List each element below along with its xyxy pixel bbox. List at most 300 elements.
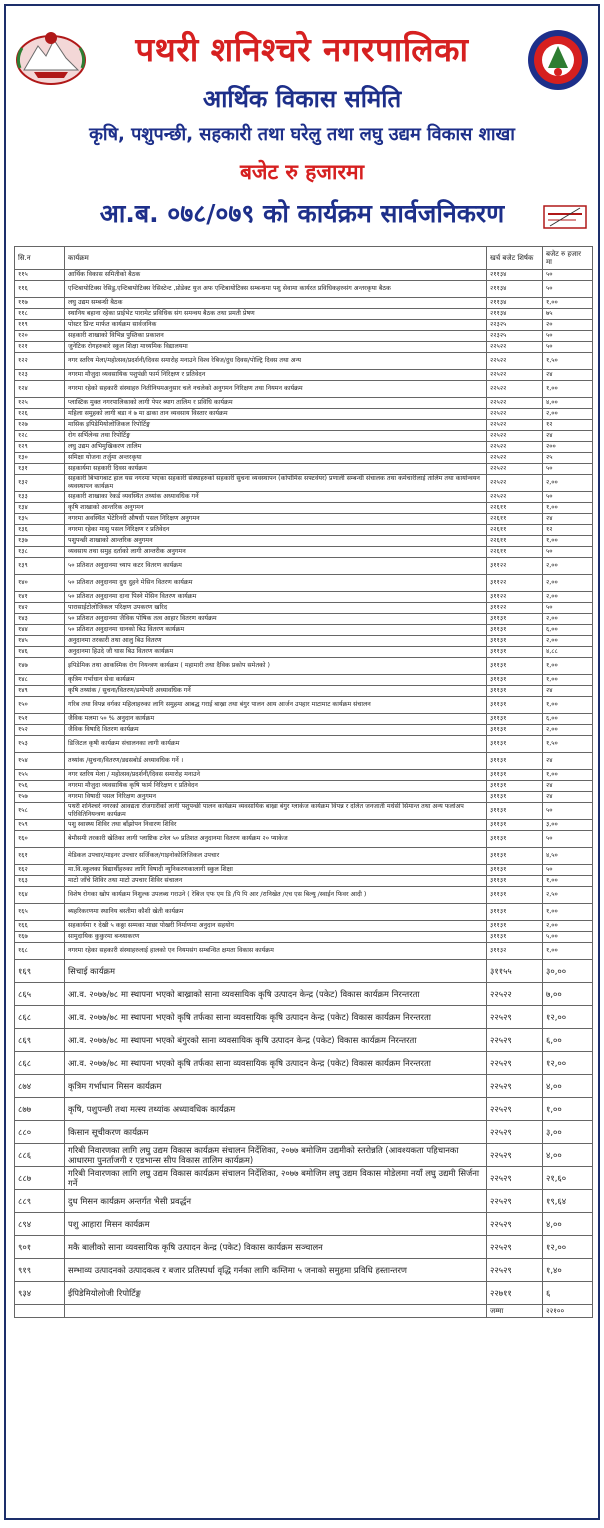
cell-code: २११३४ xyxy=(487,309,543,320)
cell-budget: २,०० xyxy=(543,409,593,420)
cell-budget: ४,०० xyxy=(543,1075,593,1098)
cell-code: ३११३१ xyxy=(487,887,543,904)
cell-program: कृषि तथ्यांक / सुचना/वितरण/डम्पेभरी अध्यावधिक गर्ने xyxy=(65,686,487,697)
cell-sn: १३६ xyxy=(15,525,65,536)
cell-budget: १,०० xyxy=(543,675,593,686)
cell-budget: २१,६० xyxy=(543,1167,593,1190)
cell-program: लघु उद्यम सम्बन्धी बैठक xyxy=(65,298,487,309)
cell-program: पोस्टर प्रिन्ट मार्फत कार्यक्रम सार्वजनिक xyxy=(65,320,487,331)
cell-program: ५० प्रतिशत अनुदानमा जैविक पोषिक तत्व आहार वितरण कार्यक्रम xyxy=(65,614,487,625)
cell-budget: २५ xyxy=(543,453,593,464)
cell-budget: ४,०० xyxy=(543,1144,593,1167)
cell-budget: २० xyxy=(543,320,593,331)
cell-program: कृत्रिम गर्भाधान सेवा कार्यक्रम xyxy=(65,675,487,686)
cell-code: ३११२२ xyxy=(487,558,543,575)
cell-code: २२५२९ xyxy=(487,1098,543,1121)
cell-code: २११३४ xyxy=(487,270,543,281)
cell-code: ३११३१ xyxy=(487,675,543,686)
cell-program: ईपिडेमियोलोजी रिपोर्टिङ्ग xyxy=(65,1282,487,1305)
cell-sn: १२४ xyxy=(15,381,65,398)
cell-budget: २,०० xyxy=(543,575,593,592)
cell-budget: २४ xyxy=(543,514,593,525)
table-row xyxy=(15,658,593,675)
total-value: २२१०० xyxy=(543,1305,593,1318)
cell-code: ३११३१ xyxy=(487,714,543,725)
cell-budget: १,०० xyxy=(543,697,593,714)
cell-program: सहकार्यमा १ देखी ५ कठ्ठा सम्मका माछा पोखरी निर्माणमा अनुदान सहयोग xyxy=(65,921,487,932)
cell-sn: ८६५ xyxy=(15,983,65,1006)
cell-code: २२३२५ xyxy=(487,320,543,331)
cell-code: २२५२२ xyxy=(487,370,543,381)
cell-code: २२५२२ xyxy=(487,442,543,453)
cell-program: नगरमा रहेका सहकारी संस्थाहरुलाई हालको एन नियमसंग सम्बन्धित क्षमता विकास कार्यक्रम xyxy=(65,943,487,960)
cell-budget: १,५० xyxy=(543,353,593,370)
cell-code: ३११२२ xyxy=(487,592,543,603)
cell-sn: १५३ xyxy=(15,736,65,753)
column-header-code: खर्च बजेट शिर्षक xyxy=(487,247,543,270)
cell-program: कृत्रिम गर्भाधान मिसन कार्यक्रम xyxy=(65,1075,487,1098)
table-row xyxy=(15,876,593,887)
cell-code: २२५२२ xyxy=(487,475,543,492)
table-row xyxy=(15,603,593,614)
table-row xyxy=(15,820,593,831)
cell-budget: १,०० xyxy=(543,1098,593,1121)
cell-sn: १२८ xyxy=(15,431,65,442)
cell-sn: ८८७ xyxy=(15,1167,65,1190)
cell-budget: १,०० xyxy=(543,503,593,514)
cell-budget: ३,०० xyxy=(543,820,593,831)
table-row xyxy=(15,960,593,983)
cell-program: गरिबी निवारणका लागि लघु उद्यम विकास कार्यक्रम संचालन निर्देशिका, २०७७ बमोजिम लघु उद्यम विकास मोडेलमा नयाँ लघु उद्यमी सिर्जना गर्ने xyxy=(65,1167,487,1190)
table-row xyxy=(15,536,593,547)
cell-sn: ९०१ xyxy=(15,1236,65,1259)
table-row xyxy=(15,848,593,865)
table-row xyxy=(15,592,593,603)
cell-budget: ४,८८ xyxy=(543,647,593,658)
cell-program: आ.व. २०७७/७८ मा स्थापना भएको बाख्राको साना व्यवसायिक कृषि उत्पादन केन्द्र (पकेट) विकास कार्यक्रम निरन्तरता xyxy=(65,983,487,1006)
table-row xyxy=(15,1052,593,1075)
table-row xyxy=(15,503,593,514)
cell-budget: ३,०० xyxy=(543,1121,593,1144)
table-row xyxy=(15,614,593,625)
cell-budget: २,०० xyxy=(543,592,593,603)
cell-budget: ५० xyxy=(543,803,593,820)
table-row xyxy=(15,270,593,281)
cell-program: पथरी शनिश्चरे नगरको आवद्यता रोजगारीको लागी पशुपन्छी पालन कार्यक्रम व्यवसायिक बाख्रा बंगुर ग्लाकेज कार्यक्रम विपन्न र दलित जनजाती मधेसी सिमान्त तथा अन्य फलोअप परिवितिनियन्त्रण कार्यक्रम xyxy=(65,803,487,820)
table-row xyxy=(15,398,593,409)
cell-program: व्यवसाय तथा समुह दर्ताको लागी आन्तरीक अनुगमन xyxy=(65,547,487,558)
cell-code: ३११३१ xyxy=(487,753,543,770)
cell-code: ३११३२ xyxy=(487,943,543,960)
table-row xyxy=(15,1259,593,1282)
cell-budget: १,०० xyxy=(543,904,593,921)
table-row xyxy=(15,1075,593,1098)
cell-code: २२५२९ xyxy=(487,1190,543,1213)
cell-program: कृषि शाखाको आन्तरिक अनुगमन xyxy=(65,503,487,514)
cell-program: गरिब तथा विपन्न वर्गका महिलाहरुका लागि समुहमा आबद्ध गराई बाख्रा तथा बंगुर पालन आय आर्जन उपहार माटामाट कार्यक्रम संचालन xyxy=(65,697,487,714)
table-row xyxy=(15,1282,593,1305)
municipality-title: पथरी शनिश्चरे नगरपालिका xyxy=(135,30,469,69)
notice-header xyxy=(6,6,598,242)
cell-sn: १४२ xyxy=(15,603,65,614)
cell-sn: ११९ xyxy=(15,320,65,331)
cell-code: २२५२२ xyxy=(487,420,543,431)
cell-code: ३११३१ xyxy=(487,647,543,658)
cell-program: दुध मिसन कार्यक्रम अन्तर्गत भैसी प्रवर्द्धन xyxy=(65,1190,487,1213)
cell-sn: १४३ xyxy=(15,614,65,625)
cell-program: सहकारी शाखाका रेकर्ड व्यवस्थित तथ्यांक अध्यावधिक गर्ने xyxy=(65,492,487,503)
cell-code: ३११३१ xyxy=(487,697,543,714)
table-row xyxy=(15,558,593,575)
cell-program: नगरमा रहेका मासु पसल निरिक्षण र प्रतिवेदन xyxy=(65,525,487,536)
cell-sn: १४५ xyxy=(15,636,65,647)
cell-code: २२५२९ xyxy=(487,1052,543,1075)
cell-budget: ४,०० xyxy=(543,1213,593,1236)
cell-program: ५० प्रतिशत अनुदानमा च्याप कटर वितरण कार्यक्रम xyxy=(65,558,487,575)
cell-sn: १३४ xyxy=(15,503,65,514)
cell-sn: ८८६ xyxy=(15,1144,65,1167)
cell-program: माटो जाँचे शिविर तथा माटो उपचार शिविर संचालन xyxy=(65,876,487,887)
cell-sn: १२७ xyxy=(15,420,65,431)
cell-budget: ५,०० xyxy=(543,932,593,943)
cell-code: २२६११ xyxy=(487,536,543,547)
cell-budget: २,०० xyxy=(543,475,593,492)
cell-sn: १५९ xyxy=(15,820,65,831)
table-row xyxy=(15,636,593,647)
cell-budget: २४ xyxy=(543,753,593,770)
table-row xyxy=(15,475,593,492)
table-row xyxy=(15,647,593,658)
cell-code: ३११३१ xyxy=(487,636,543,647)
cell-sn: ८६९ xyxy=(15,1029,65,1052)
table-row xyxy=(15,714,593,725)
cell-sn: १२१ xyxy=(15,342,65,353)
cell-sn: १२६ xyxy=(15,409,65,420)
table-row xyxy=(15,442,593,453)
cell-sn: १३९ xyxy=(15,558,65,575)
cell-code: ३११३१ xyxy=(487,770,543,781)
table-row xyxy=(15,1213,593,1236)
cell-sn: १३२ xyxy=(15,475,65,492)
budget-note: बजेट रु हजारमा xyxy=(239,160,365,184)
table-row xyxy=(15,1029,593,1052)
cell-code: २२५२९ xyxy=(487,1236,543,1259)
table-row xyxy=(15,803,593,820)
table-row xyxy=(15,431,593,442)
cell-code: २२५२९ xyxy=(487,1121,543,1144)
table-row xyxy=(15,575,593,592)
cell-budget: २४ xyxy=(543,781,593,792)
table-row xyxy=(15,309,593,320)
cell-program: अनुदानमा तरकारी तथा आलु बिउ वितरण xyxy=(65,636,487,647)
cell-program: ५० प्रतिशत अनुदानमा धानको बिउ वितरण कार्यक्रम xyxy=(65,625,487,636)
table-row xyxy=(15,753,593,770)
cell-budget: १,५० xyxy=(543,736,593,753)
cell-sn: ८६८ xyxy=(15,1006,65,1029)
table-row xyxy=(15,675,593,686)
cell-sn: १५१ xyxy=(15,714,65,725)
cell-code: ३११३१ xyxy=(487,876,543,887)
cell-code: ३११५५ xyxy=(487,960,543,983)
table-row xyxy=(15,792,593,803)
cell-sn: १५८ xyxy=(15,803,65,820)
cell-sn: १३३ xyxy=(15,492,65,503)
cell-code: २२५२२ xyxy=(487,431,543,442)
cell-code: २२५२२ xyxy=(487,409,543,420)
cell-program: ५० प्रतिशत अनुदानमा दाना पिस्ने मेसिन वितरण कार्यक्रम xyxy=(65,592,487,603)
cell-code: २२५२२ xyxy=(487,492,543,503)
cell-program: आर्थिक विकास समितीको बैठक xyxy=(65,270,487,281)
cell-budget: १,०० xyxy=(543,536,593,547)
cell-budget: ५० xyxy=(543,547,593,558)
cell-sn: ८९४ xyxy=(15,1213,65,1236)
cell-budget: २,५० xyxy=(543,887,593,904)
cell-budget: १२,०० xyxy=(543,1236,593,1259)
cell-program: सामुदायिक कुकुरमा बन्ध्याकरण xyxy=(65,932,487,943)
cell-sn: १५० xyxy=(15,697,65,714)
cell-sn: १३८ xyxy=(15,547,65,558)
cell-program: जुनेटिक रोगहरुबारे स्कुल शिक्षा माध्यमिक विद्यालयमा xyxy=(65,342,487,353)
column-header-program: कार्यक्रम xyxy=(65,247,487,270)
cell-code: ३११२२ xyxy=(487,575,543,592)
cell-budget: ६,०० xyxy=(543,714,593,725)
cell-budget: ५० xyxy=(543,331,593,342)
table-row xyxy=(15,904,593,921)
total-label: जम्मा xyxy=(487,1305,543,1318)
cell-budget: ६ xyxy=(543,1282,593,1305)
cell-budget: ५० xyxy=(543,464,593,475)
cell-program: मकै बालीको साना व्यवसायिक कृषि उत्पादन केन्द्र (पकेट) विकास कार्यक्रम सञ्चालन xyxy=(65,1236,487,1259)
cell-program: प्लास्टिक मुक्त नगरपालिकाको लागी पेपर ब्याग तालिम र प्रविधि कार्यक्रम xyxy=(65,398,487,409)
cell-code: ३११३१ xyxy=(487,803,543,820)
cell-budget: २४ xyxy=(543,686,593,697)
cell-program: पशु आहारा मिसन कार्यक्रम xyxy=(65,1213,487,1236)
cell-code: ३११३१ xyxy=(487,792,543,803)
cell-program: नगरमा मौजुदा व्यवसायिक कृषि फार्म निरिक्षण र प्रतिवेदन xyxy=(65,781,487,792)
table-row xyxy=(15,625,593,636)
cell-code: ३११३१ xyxy=(487,725,543,736)
cell-budget: ६,०० xyxy=(543,1029,593,1052)
cell-budget: ५० xyxy=(543,831,593,848)
cell-budget: ५० xyxy=(543,281,593,298)
cell-program: नगर स्तरिय मेला/महोत्सव/प्रदर्शनी/दिवस समारोह मनाउने विश्व रेबिज/दुध दिवस/पोल्ट्रि दिवस तथा अन्य xyxy=(65,353,487,370)
cell-program: मा.वि.स्कुलका बिद्यार्थीहरुका लागि विषादी न्युनिकरणकालागी स्कुल शिक्षा xyxy=(65,865,487,876)
cell-sn: १२० xyxy=(15,331,65,342)
table-row xyxy=(15,781,593,792)
cell-sn: १६६ xyxy=(15,921,65,932)
cell-budget: १२,०० xyxy=(543,1006,593,1029)
cell-program: लघु उद्यम अभिमुखिकरण तालिम xyxy=(65,442,487,453)
cell-program: बेमौसमी तरकारी खेतिका लागी प्लाष्टिक टनेल ५० प्रतिशत अनुदानमा वितरण कार्यक्रम २० प्याकेज xyxy=(65,831,487,848)
cell-code: २२५२९ xyxy=(487,1167,543,1190)
cell-budget: १२ xyxy=(543,420,593,431)
table-row xyxy=(15,921,593,932)
cell-program: पशुपन्छी शाखाको आन्तरिक अनुगमन xyxy=(65,536,487,547)
cell-program: अनुदानमा हिउदे जौ घास बिउ वितरण कार्यक्रम xyxy=(65,647,487,658)
cell-code: ३११३१ xyxy=(487,625,543,636)
cell-program: रोग सर्भिलेन्स तथा रिपोर्टिङ्ग xyxy=(65,431,487,442)
cell-sn: ११५ xyxy=(15,270,65,281)
cell-budget: ५० xyxy=(543,342,593,353)
cell-sn: १२२ xyxy=(15,353,65,370)
cell-sn: ८७४ xyxy=(15,1075,65,1098)
branch-title: कृषि, पशुपन्छी, सहकारी तथा घरेलु तथा लघु उद्यम विकास शाखा xyxy=(89,124,515,145)
cell-code: २२५२२ xyxy=(487,342,543,353)
stamp-icon xyxy=(542,202,588,232)
cell-program: नगरमा अवस्थित भेटेरिनरी औषधी पसल निरिक्षण अनुगमन xyxy=(65,514,487,525)
table-row xyxy=(15,331,593,342)
cell-program: नगरमा विषादी पसल निरिक्षण अनुगमन xyxy=(65,792,487,803)
cell-sn: १४७ xyxy=(15,658,65,675)
cell-budget: ५० xyxy=(543,270,593,281)
cell-program: स्थानिय बहाना रहेका प्राईभेट पारामेट प्रविधिक संग समन्वय बैठक तथा प्रमती प्रेषण xyxy=(65,309,487,320)
cell-program: ५० प्रतिशत अनुदानमा दुध दुहने मेसिन वितरण कार्यक्रम xyxy=(65,575,487,592)
cell-budget: २४ xyxy=(543,431,593,442)
cell-budget: ५० xyxy=(543,603,593,614)
cell-program: कृषि, पशुपन्छी तथा मत्स्य तथ्यांक अध्यावधिक कार्यक्रम xyxy=(65,1098,487,1121)
cell-code: ३११३१ xyxy=(487,658,543,675)
cell-sn: १३१ xyxy=(15,464,65,475)
cell-sn: १६५ xyxy=(15,904,65,921)
cell-program: नगर स्तरिय मेला / महोत्सव/प्रदर्शनी/दिवस समारोह मनाउने xyxy=(65,770,487,781)
cell-budget: २४ xyxy=(543,792,593,803)
cell-budget: ५० xyxy=(543,492,593,503)
cell-sn: १२५ xyxy=(15,398,65,409)
table-row xyxy=(15,453,593,464)
cell-sn: १६१ xyxy=(15,848,65,865)
cell-code: ३११३१ xyxy=(487,781,543,792)
table-row xyxy=(15,409,593,420)
table-row xyxy=(15,1144,593,1167)
cell-budget: १२ xyxy=(543,525,593,536)
cell-budget: ४,०० xyxy=(543,398,593,409)
cell-code: २२६११ xyxy=(487,503,543,514)
cell-sn: १६७ xyxy=(15,932,65,943)
cell-program: पशु स्वास्थ्य शिविर तथा बाँझोपन निवारण शिविर xyxy=(65,820,487,831)
headline: आ.ब. ०७८/०७९ को कार्यक्रम सार्वजनिकरण xyxy=(99,199,505,228)
cell-program: एन्टिबायोटिक्स रेसिडु,एन्टिबायोटिक्स रेसिस्टेन्ट ,प्रोडेक्ट युज अफ एन्टिबायोटिक्स सम्बन्धमा पशु सेवामा कार्यरत प्रविधिकहरुसंग अन्तरकृया बैठक xyxy=(65,281,487,298)
cell-program: सहकारी शाखाको विभिन्न पुस्तिका प्रकाशन xyxy=(65,331,487,342)
cell-program: आ.व. २०७७/७८ मा स्थापना भएको कृषि तर्फका साना व्यवसायिक कृषि उत्पादन केन्द्र (पकेट) विकास कार्यक्रम निरन्तरता xyxy=(65,1006,487,1029)
table-header-row xyxy=(15,247,593,270)
table-row xyxy=(15,1236,593,1259)
cell-sn: १६८ xyxy=(15,943,65,960)
table-row xyxy=(15,342,593,353)
table-row xyxy=(15,697,593,714)
cell-sn: ८७७ xyxy=(15,1098,65,1121)
table-row xyxy=(15,943,593,960)
cell-code: २२५२९ xyxy=(487,1029,543,1052)
cell-code: २११३४ xyxy=(487,281,543,298)
cell-sn: १४६ xyxy=(15,647,65,658)
cell-program: आ.व. २०७७/७८ मा स्थापना भएको बंगुरको साना व्यवसायिक कृषि उत्पादन केन्द्र (पकेट) विकास कार्यक्रम निरन्तरता xyxy=(65,1029,487,1052)
table-row xyxy=(15,736,593,753)
cell-program: नगरमा रहेको सहकारी संस्थाहरु नितीनियमअनुसार चले नचलेको अनुगमन निरिक्षण तथा नियमन कार्यक्रम xyxy=(65,381,487,398)
cell-sn: १६४ xyxy=(15,887,65,904)
table-row xyxy=(15,464,593,475)
table-row xyxy=(15,514,593,525)
cell-program: मासिक इपिडेमियोलोजिकल रिपोर्टिङ्ग xyxy=(65,420,487,431)
cell-budget: २,०० xyxy=(543,558,593,575)
cell-budget: ४,५० xyxy=(543,848,593,865)
cell-code: ३११३१ xyxy=(487,932,543,943)
cell-budget: १,०० xyxy=(543,381,593,398)
table-row xyxy=(15,525,593,536)
cell-sn: १२३ xyxy=(15,370,65,381)
cell-code: ३११३१ xyxy=(487,736,543,753)
cell-program: मेडिकल उपचार/माइनर उपचार सर्जिकल/गाइनोकोलिजिकल उपचार xyxy=(65,848,487,865)
cell-sn: १६९ xyxy=(15,960,65,983)
table-row xyxy=(15,298,593,309)
cell-budget: ५० xyxy=(543,865,593,876)
cell-budget: ६,०० xyxy=(543,625,593,636)
cell-budget: १९,६४ xyxy=(543,1190,593,1213)
cell-code: ३११३१ xyxy=(487,921,543,932)
cell-budget: २४ xyxy=(543,370,593,381)
notice-page xyxy=(4,4,600,1520)
cell-program: इपिडेमिक तथा आकस्मिक रोग नियन्त्रण कार्यक्रम ( महामारी तथा दैविक प्रकोप समेतको ) xyxy=(65,658,487,675)
cell-code: २२५२२ xyxy=(487,464,543,475)
table-row xyxy=(15,725,593,736)
cell-sn: १५७ xyxy=(15,792,65,803)
cell-sn: १४८ xyxy=(15,675,65,686)
cell-budget: १,४० xyxy=(543,1259,593,1282)
cell-program: किसान सूचीकरण कार्यक्रम xyxy=(65,1121,487,1144)
table-row xyxy=(15,492,593,503)
cell-sn: ११८ xyxy=(15,309,65,320)
table-row xyxy=(15,1121,593,1144)
cell-sn: ९३४ xyxy=(15,1282,65,1305)
column-header-sn: सि.न xyxy=(15,247,65,270)
cell-code: ३११३१ xyxy=(487,904,543,921)
cell-sn: ११६ xyxy=(15,281,65,298)
cell-sn: ८८९ xyxy=(15,1190,65,1213)
column-header-budget: बजेट रु हजार मा xyxy=(543,247,593,270)
cell-code: ३११३१ xyxy=(487,848,543,865)
cell-program: सहकार्यमा सहकारी दिवस कार्यक्रम xyxy=(65,464,487,475)
cell-program: ब्यहरिकरणमा स्थानिय बस्तीमा कौशी खेती कार्यक्रम xyxy=(65,904,487,921)
cell-sn: १५२ xyxy=(15,725,65,736)
cell-sn: १२९ xyxy=(15,442,65,453)
cell-code: २२५२२ xyxy=(487,353,543,370)
table-row xyxy=(15,353,593,370)
cell-code: २२५२२ xyxy=(487,983,543,1006)
cell-program: समिक्षा योजना तर्जुमा अन्तरकृया xyxy=(65,453,487,464)
cell-sn: १५६ xyxy=(15,781,65,792)
cell-code: २२३२५ xyxy=(487,331,543,342)
cell-sn: १४४ xyxy=(15,625,65,636)
cell-code: २२५२२ xyxy=(487,453,543,464)
cell-code: ३११३१ xyxy=(487,831,543,848)
cell-program: जैविक विषादि वितरण कार्यक्रम xyxy=(65,725,487,736)
cell-code: २२६११ xyxy=(487,525,543,536)
cell-sn: १३७ xyxy=(15,536,65,547)
cell-code: २२५२९ xyxy=(487,1075,543,1098)
cell-code: २२६११ xyxy=(487,514,543,525)
cell-program: सम्भाव्य उत्पादनको उत्पादकत्व र बजार प्रतिस्पर्धा वृद्धि गर्नका लागि कम्तिमा ५ जनाको समुहमा प्रविधि हस्तान्तरण xyxy=(65,1259,487,1282)
table-row xyxy=(15,770,593,781)
cell-sn: १६० xyxy=(15,831,65,848)
cell-program: पारासाईटोलोजिकल परिक्षण उपकरण खरिद xyxy=(65,603,487,614)
cell-code: ३११३१ xyxy=(487,686,543,697)
table-row xyxy=(15,887,593,904)
cell-sn: १३० xyxy=(15,453,65,464)
cell-sn: १६२ xyxy=(15,865,65,876)
cell-program: विशेष रोगका खोप कार्यक्रम निशुल्क उपलब्ध गराउने ( रेबिज एफ एम डि /पि पि आर /रानिखेत /एच एस बिल्यु /स्वाईन फिवर आदी ) xyxy=(65,887,487,904)
cell-sn: १४९ xyxy=(15,686,65,697)
cell-program: आ.व. २०७७/७८ मा स्थापना भएको कृषि तर्फका साना व्यवसायिक कृषि उत्पादन केन्द्र (पकेट) विकास कार्यक्रम निरन्तरता xyxy=(65,1052,487,1075)
cell-budget: २,०० xyxy=(543,725,593,736)
